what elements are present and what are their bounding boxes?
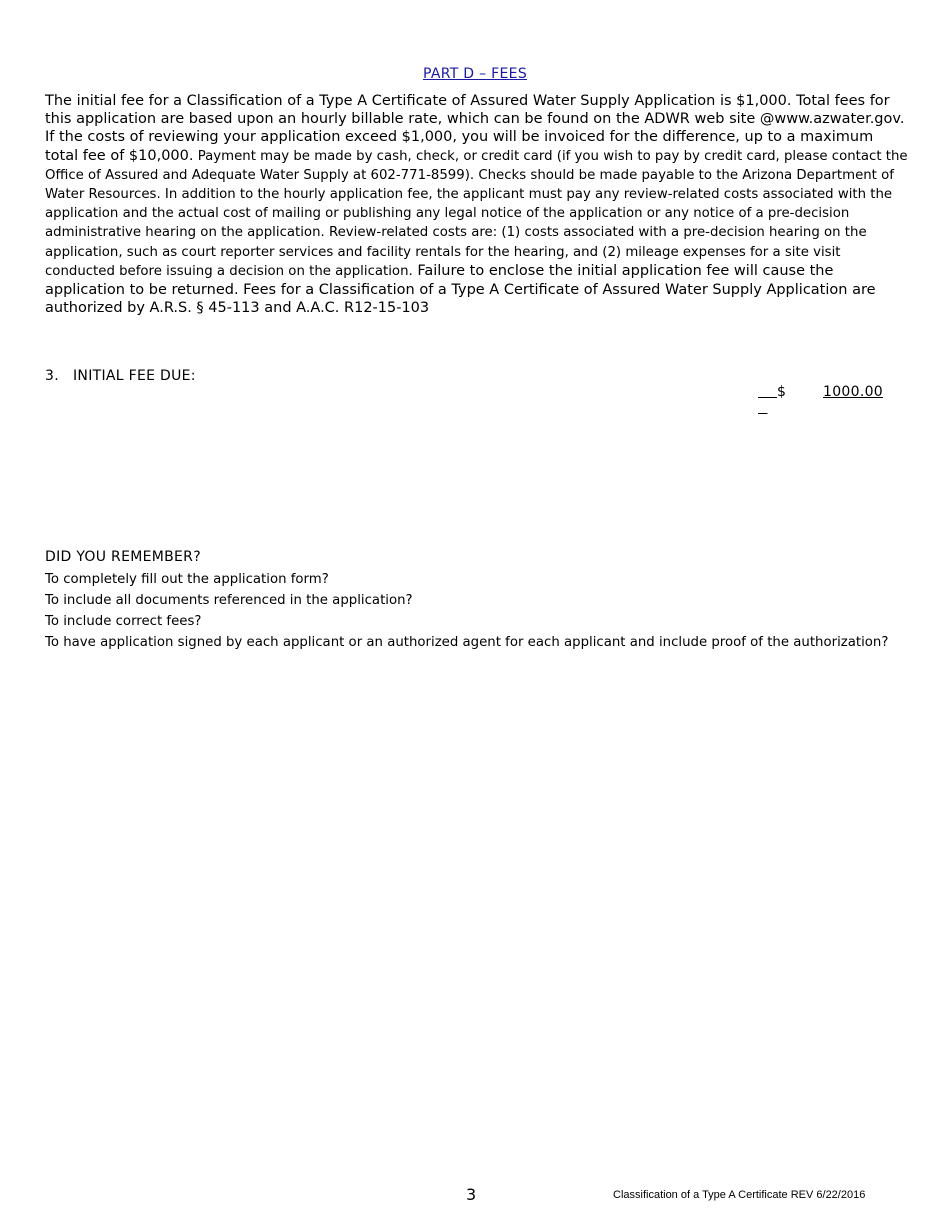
checklist-item: To have application signed by each applicant or an authorized agent for each applicant and include proof of the authorization? bbox=[45, 635, 889, 650]
fee-description-part-1: The initial fee for a Classification of a Type A Certificate of Assured Water Supply Application is $1,000. Total fees for this application are based upon an hourly billable rate, which can be found on the ADWR web site @www.azwater.gov. If the costs of reviewing your application exceed $1,000, you will be invoiced for the difference, up to a maximum total fee of $10,000. bbox=[45, 93, 905, 164]
section-heading: PART D – FEES bbox=[422, 66, 528, 82]
footer-form-title: Classification of a Type A Certificate REV 6/22/2016 bbox=[613, 1189, 866, 1201]
currency-symbol: $ bbox=[777, 384, 787, 400]
fee-description-part-2: Payment may be made by cash, check, or credit card (if you wish to pay by credit card, please contact the Office of Assured and Adequate Water Supply at 602-771-8599). Checks should be made payable to the Arizona Department of Water Resources. In addition to the hourly application fee, the applicant must pay any review-related costs associated with the application and the actual cost of mailing or publishing any legal notice of the application or any notice of a pre-decision administrative hearing on the application. Review-related costs are: (1) costs associated with a pre-decision hearing on the application, such as court reporter services and facility rentals for the hearing, and (2) mileage expenses for a site visit conducted before issuing a decision on the application. bbox=[45, 148, 908, 279]
initial-fee-number: 3. bbox=[45, 368, 59, 384]
checklist-title: DID YOU REMEMBER? bbox=[45, 549, 201, 565]
checklist bbox=[45, 549, 925, 653]
fee-description-part-3: Failure to enclose the initial application fee will cause the application to be returned. Fees for a Classification of a Type A Certificate of Assured Water Supply Application are authorized by A.R.S. § 45-113 and A.A.C. R12-15-103 bbox=[45, 262, 876, 317]
initial-fee-label-group bbox=[45, 368, 196, 384]
checklist-item: To include correct fees? bbox=[45, 614, 202, 629]
initial-fee-amount-field bbox=[758, 368, 883, 416]
initial-fee-amount: 1000.00 bbox=[823, 384, 883, 400]
fee-description-paragraph bbox=[45, 92, 910, 317]
checklist-item: To completely fill out the application form? bbox=[45, 572, 329, 587]
checklist-item: To include all documents referenced in the application? bbox=[45, 593, 413, 608]
page-number: 3 bbox=[466, 1185, 477, 1204]
initial-fee-label: INITIAL FEE DUE: bbox=[73, 368, 196, 384]
